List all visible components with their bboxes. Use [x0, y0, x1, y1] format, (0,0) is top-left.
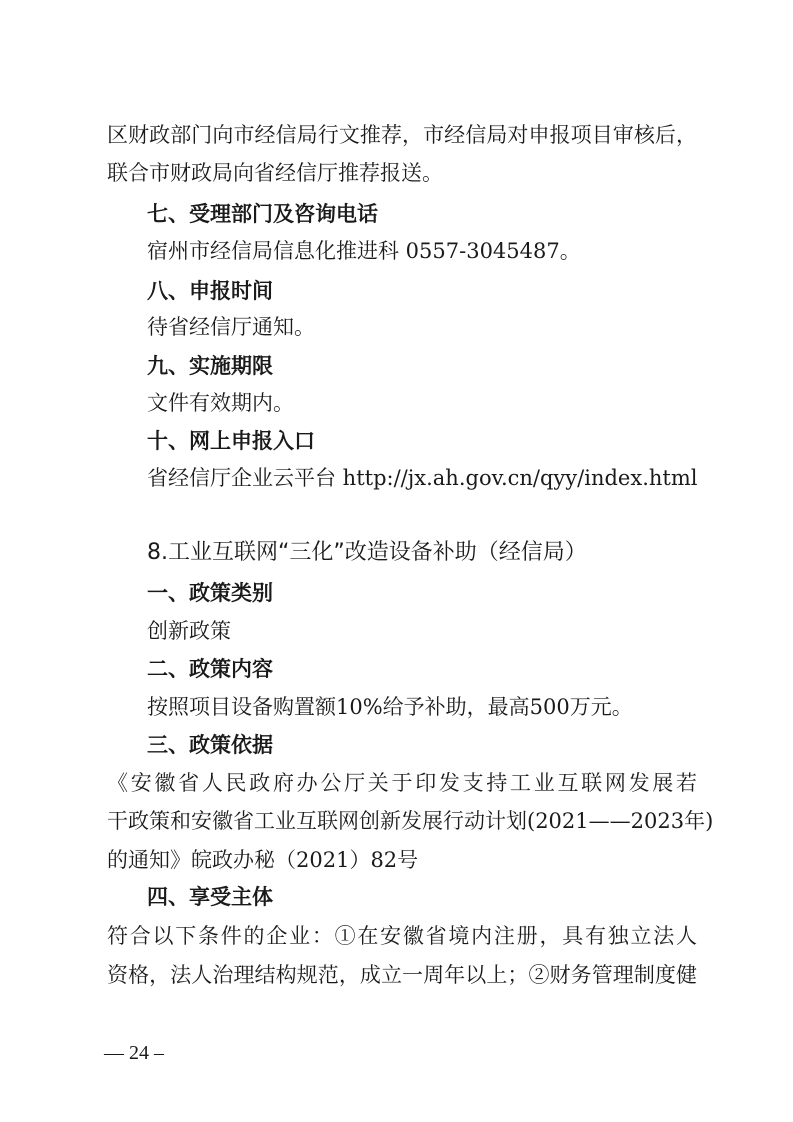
policy-title: 8.工业互联网“三化”改造设备补助（经信局）: [147, 540, 587, 565]
section-heading: 一、政策类别: [147, 581, 273, 605]
page-number: — 24 –: [104, 1042, 164, 1064]
paragraph-line: 创新政策: [147, 619, 231, 643]
paragraph-line: 资格，法人治理结构规范，成立一周年以上；②财务管理制度健: [107, 963, 697, 987]
paragraph-line: 符合以下条件的企业：①在安徽省境内注册，具有独立法人: [107, 924, 697, 948]
paragraph-line: 按照项目设备购置额10%给予补助，最高500万元。: [147, 695, 633, 719]
paragraph-line: 干政策和安徽省工业互联网创新发展行动计划(2021——2023年): [107, 809, 714, 833]
paragraph-line: 宿州市经信局信息化推进科 0557-3045487。: [147, 239, 581, 263]
section-heading: 九、实施期限: [147, 354, 273, 378]
paragraph-line: 待省经信厅通知。: [147, 315, 315, 339]
section-heading: 二、政策内容: [147, 657, 273, 681]
paragraph-line: 文件有效期内。: [147, 391, 294, 415]
paragraph-line: 《安徽省人民政府办公厅关于印发支持工业互联网发展若: [107, 771, 697, 795]
paragraph-line: 区财政部门向市经信局行文推荐，市经信局对申报项目审核后，: [107, 123, 697, 147]
section-heading: 七、受理部门及咨询电话: [147, 202, 378, 226]
paragraph-line: 省经信厅企业云平台 http://jx.ah.gov.cn/qyy/index.html: [147, 466, 698, 490]
section-heading: 十、网上申报入口: [147, 429, 315, 453]
paragraph-line: 的通知》皖政办秘（2021）82号: [107, 848, 419, 872]
section-heading: 三、政策依据: [147, 733, 273, 757]
section-heading: 八、申报时间: [147, 279, 273, 303]
section-heading: 四、享受主体: [147, 885, 273, 909]
paragraph-line: 联合市财政局向省经信厅推荐报送。: [107, 161, 443, 185]
